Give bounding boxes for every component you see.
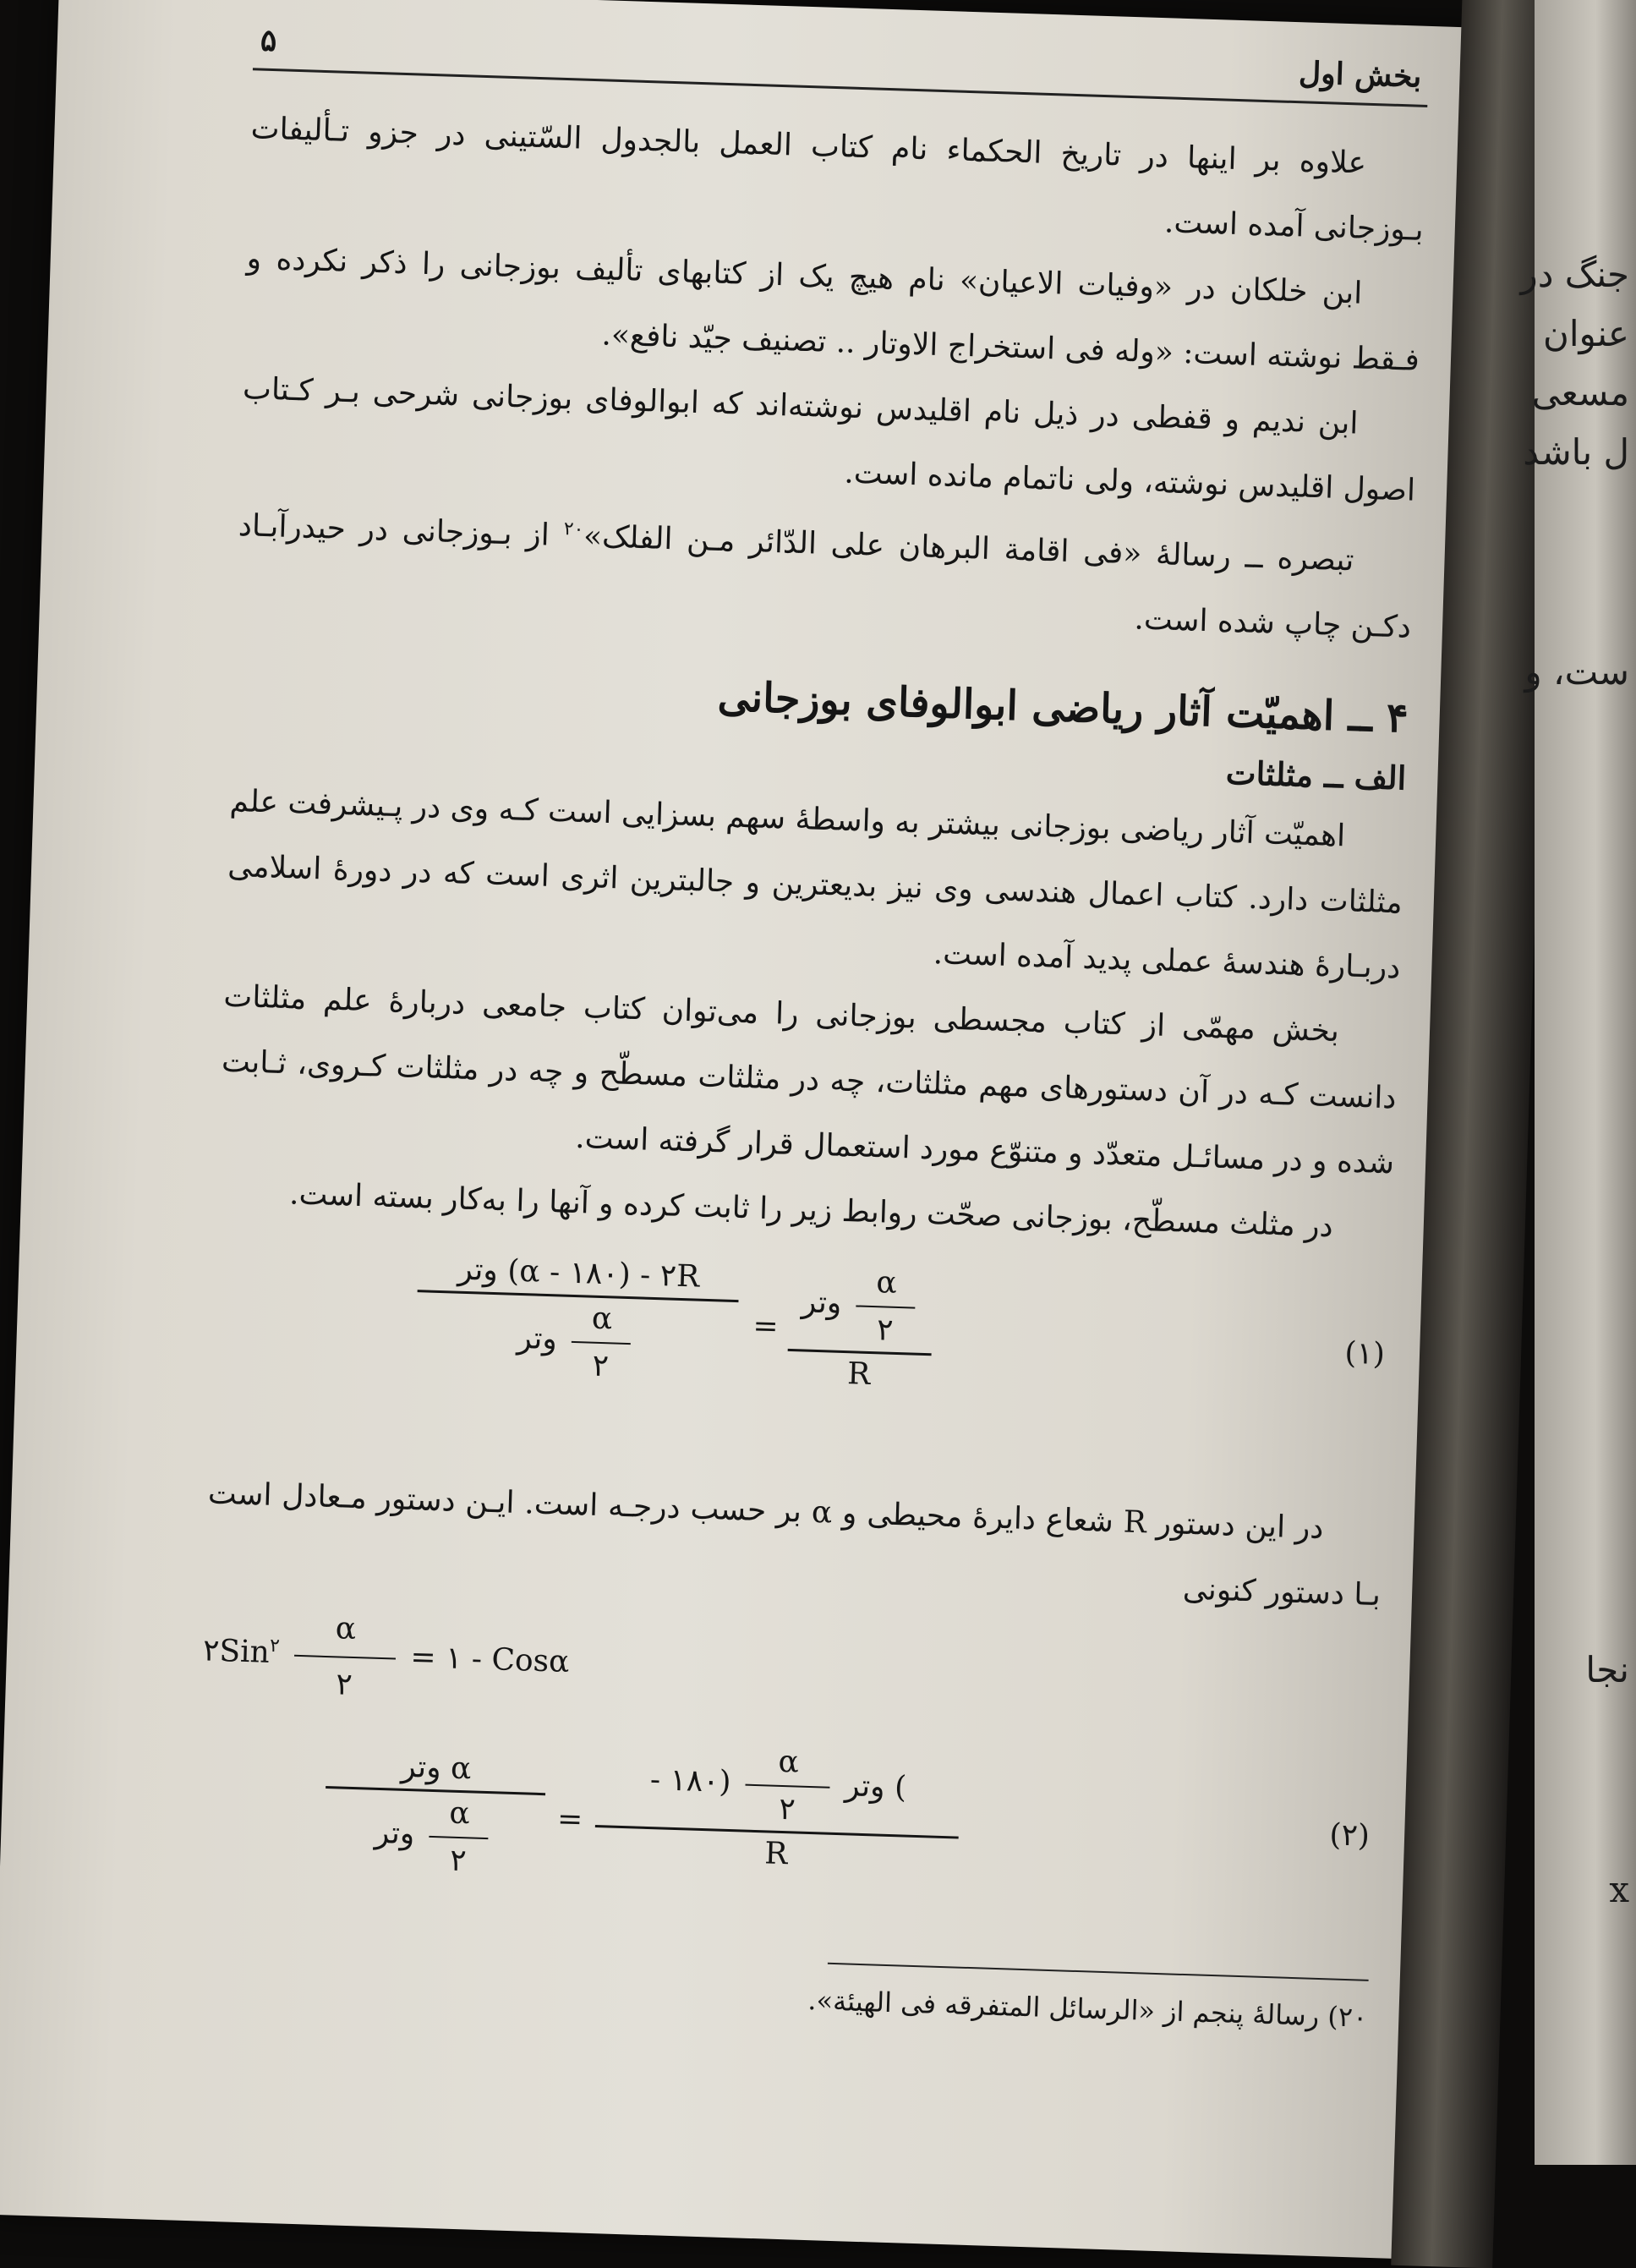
paragraph: ابن ندیم و قفطی در ذیل نام اقلیدس نوشته‌اند که ابوالوفای بوزجانی شرحی بـر کـتاب اصول اقلیدس نوشته، ولی ناتمام مانده است. [242, 371, 1416, 508]
formula-small-fraction [571, 1297, 632, 1389]
paragraph-text: از بـوزجانی در حیدرآبـاد دکـن چاپ شده است. [238, 508, 1412, 645]
subsection-heading: الف ــ مثلثات [1225, 753, 1407, 797]
formula-denominator: R [846, 1356, 872, 1393]
page-number: ۵ [260, 22, 278, 59]
formula-exponent: ۲ [269, 1635, 281, 1657]
equation-number: (۲) [1328, 1817, 1371, 1854]
formula-denominator [323, 1789, 545, 1885]
formula-small-fraction [293, 1602, 397, 1712]
edge-fragment: عنوان [1543, 313, 1629, 354]
formula-text: ۲Sin [202, 1633, 271, 1670]
formula-small-fraction [855, 1261, 916, 1352]
frac-top: α [448, 1795, 471, 1832]
footnote-divider [828, 1963, 1369, 1981]
paragraph: در مثلث مسطّح، بوزجانی صحّت روابط زیر را ثابت کرده و آنها را به‌کار بسته است. [288, 1176, 1334, 1245]
paragraph: بخش مهمّی از کتاب مجسطی بوزجانی را می‌توان کتاب جامعی دربارهٔ علم مثلثات دانست کـه در آن دستورهای مهم مثلثات، چه در مثلثات مسطّح و چه در مثلثات کـروی، ثـابت شده و در مسائـل متعدّد و متنوّع مورد استعمال قرار گرفته است. [221, 978, 1398, 1181]
formula-text: = ۱ - Cosα [409, 1640, 571, 1679]
frac-bottom: ۲ [335, 1667, 353, 1702]
frac-bottom: ۲ [449, 1843, 468, 1879]
header-title: بخش اول [1298, 55, 1423, 95]
formula-2-right-fraction [594, 1735, 961, 1881]
frac-top: α [591, 1301, 613, 1337]
frac-top: α [335, 1611, 357, 1647]
formula-numerator: وتر (α - ۱۸۰) - ۲R [457, 1252, 700, 1295]
equation-number: (۱) [1343, 1335, 1386, 1372]
formula-numerator [595, 1735, 961, 1836]
formula-word: وتر [374, 1815, 416, 1852]
formula-numerator: وتر α [400, 1749, 473, 1787]
paragraph: اهمیّت آثار ریاضی بوزجانی بیشتر به واسطهٔ سهم بسزایی است کـه وی در پـیشرفت علم مثلثات دارد. کتاب اعمال هندسی وی نیز بدیعترین و جالبترین اثری است که در دورهٔ اسلامی دربـارهٔ هندسهٔ عملی پدید آمده است. [227, 783, 1403, 986]
section-heading: ۴ ــ اهمیّت آثار ریاضی ابوالوفای بوزجانی [717, 672, 1409, 742]
formula-1-left-fraction [414, 1247, 740, 1392]
formula-text: - ۱۸۰) [649, 1762, 732, 1800]
edge-fragment: جنگ در [1520, 254, 1629, 295]
edge-fragment: مسعی [1531, 372, 1629, 414]
paragraph: در این دستور R شعاع دایرهٔ محیطی و α بر حسب درجـه است. ایـن دستور مـعادل است بـا دستور کنونی [207, 1476, 1382, 1613]
equals-sign: = [556, 1801, 583, 1838]
formula-1 [211, 1241, 1391, 1448]
frac-top: α [875, 1265, 898, 1301]
frac-bottom: ۲ [778, 1791, 796, 1827]
formula-numerator [788, 1259, 934, 1353]
formula-word: وتر [801, 1285, 842, 1321]
frac-bottom: ۲ [876, 1312, 895, 1348]
page-content [192, 22, 1429, 2039]
formula-1-right-fraction [786, 1259, 934, 1398]
edge-fragment: نجا [1585, 1649, 1629, 1690]
footnote: ۲۰) رسالهٔ پنجم از «الرسائل المتفرقه فی الهیئة». [807, 1984, 1368, 2034]
equals-sign: = [752, 1308, 780, 1345]
paragraph: ابن خلکان در «وفیات الاعیان» نام هیچ یک از کتابهای تألیف بوزجانی را ذکر نکرده و فـقط نوشته است: «وله فی استخراج الاوتار .. تصنیف جیّد نافع». [246, 241, 1420, 378]
edge-fragment: ست، و [1524, 651, 1629, 693]
formula-2 [195, 1723, 1376, 1937]
adjacent-page-edge [1520, 0, 1636, 2165]
formula-small-fraction [428, 1792, 490, 1883]
edge-fragment: ل باشد [1523, 431, 1629, 473]
formula-word: وتر ( [844, 1768, 907, 1805]
frac-top: α [778, 1744, 800, 1780]
paragraph-text: تبصره ــ رسالهٔ «فی اقامة البرهان علی الدّائر مـن الفلک» [583, 518, 1354, 578]
frac-bottom: ۲ [592, 1348, 610, 1384]
formula-denominator [414, 1292, 738, 1392]
formula-word: وتر [516, 1320, 558, 1357]
paragraph: علاوه بر اینها در تاریخ الحکماء نام کتاب العمل بالجدول السّتینی در جزو تـألیفات بـوزجانی آمده است. [250, 111, 1425, 248]
formula-small-fraction [744, 1740, 831, 1832]
formula-denominator: R [763, 1836, 789, 1872]
formula-2-left-fraction [323, 1744, 547, 1885]
edge-fragment: x [1609, 1869, 1629, 1910]
footnote-ref: ۲۰ [563, 518, 584, 540]
